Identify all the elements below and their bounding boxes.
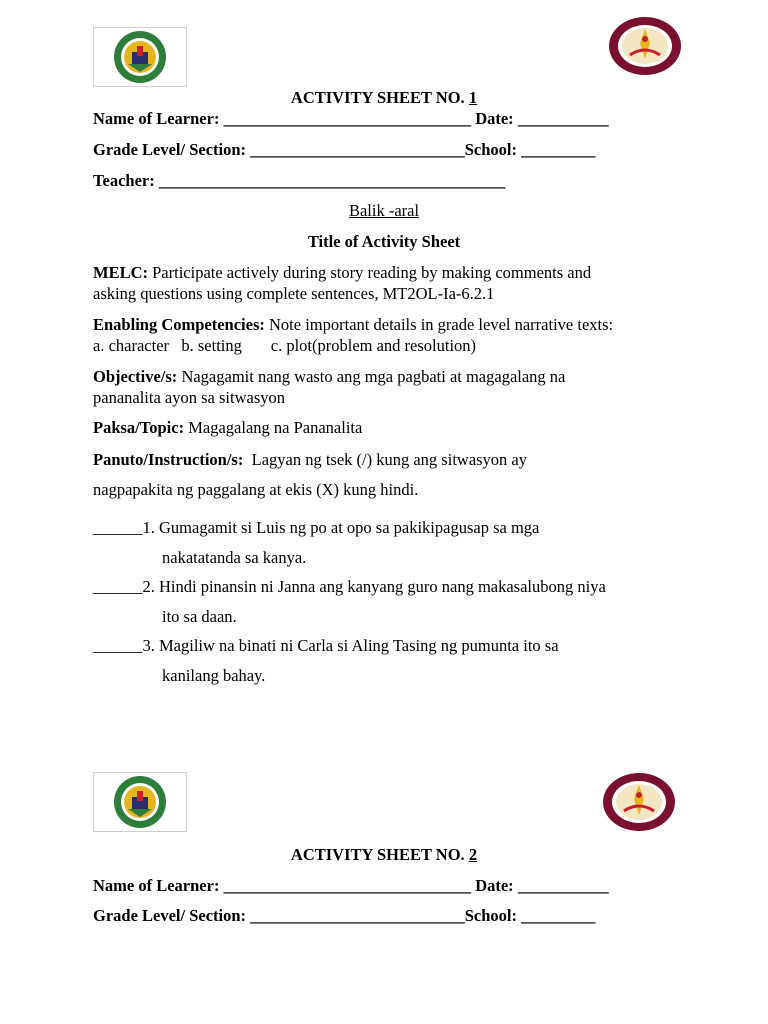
school-logo xyxy=(606,15,684,77)
sheet2-title xyxy=(0,845,768,865)
sheet1-teacher-row xyxy=(93,171,505,191)
item-continuation: ito sa daan. xyxy=(162,607,237,626)
date-label: Date: xyxy=(475,876,514,895)
school-blank[interactable]: _________ xyxy=(521,140,596,159)
list-item xyxy=(93,577,606,597)
sheet1-grade-row xyxy=(93,140,595,160)
sheet1-title xyxy=(0,88,768,108)
paksa-line xyxy=(93,418,362,438)
answer-blank[interactable]: ______ xyxy=(93,577,143,596)
melc-line-1 xyxy=(93,263,591,283)
grade-blank[interactable]: __________________________ xyxy=(250,140,465,159)
list-item xyxy=(93,518,539,538)
teacher-blank[interactable]: __________________________________________ xyxy=(158,171,506,190)
sheet2-grade-row xyxy=(93,906,595,926)
melc-text: Participate actively during story reading by making comments and xyxy=(148,263,592,282)
name-label: Name of Learner: xyxy=(93,109,220,128)
date-blank[interactable]: ___________ xyxy=(517,109,609,128)
date-label: Date: xyxy=(475,109,514,128)
sheet2-title-number: 2 xyxy=(468,845,478,864)
list-item xyxy=(93,636,559,656)
answer-blank[interactable]: ______ xyxy=(93,636,143,655)
objective-line-1 xyxy=(93,367,565,387)
item-continuation: nakatatanda sa kanya. xyxy=(162,548,307,567)
school-label: School: xyxy=(464,140,517,159)
activity-title-text: Title of Activity Sheet xyxy=(307,232,461,251)
melc-label: MELC: xyxy=(93,263,148,282)
sheet1-name-row xyxy=(93,109,609,129)
name-label: Name of Learner: xyxy=(93,876,220,895)
school-logo xyxy=(600,771,678,833)
item-text: 3. Magiliw na binati ni Carla si Aling Tasing ng pumunta ito sa xyxy=(142,636,559,655)
school-blank[interactable]: _________ xyxy=(521,906,596,925)
melc-line-2: asking questions using complete sentences, MT2OL-Ia-6.2.1 xyxy=(93,284,495,303)
enabling-label: Enabling Competencies: xyxy=(93,315,265,334)
enabling-text: Note important details in grade level narrative texts: xyxy=(264,315,614,334)
date-blank[interactable]: ___________ xyxy=(517,876,609,895)
sheet1-title-number: 1 xyxy=(468,88,478,107)
enabling-line-2: a. character b. setting c. plot(problem and resolution) xyxy=(93,336,477,355)
subtitle: Balik -aral xyxy=(348,201,420,220)
name-blank[interactable]: ______________________________ xyxy=(223,876,472,895)
teacher-label: Teacher: xyxy=(93,171,155,190)
panuto-text: Lagyan ng tsek (/) kung ang sitwasyon ay xyxy=(243,450,528,469)
panuto-label: Panuto/Instruction/s: xyxy=(93,450,244,469)
sheet2-name-row xyxy=(93,876,609,896)
division-seal-icon xyxy=(94,28,186,86)
division-logo xyxy=(93,772,187,832)
grade-blank[interactable]: __________________________ xyxy=(250,906,465,925)
school-seal-icon xyxy=(606,15,684,77)
sheet1-title-text: ACTIVITY SHEET NO. xyxy=(290,88,469,107)
item-continuation: kanilang bahay. xyxy=(162,666,266,685)
grade-label: Grade Level/ Section: xyxy=(93,140,247,159)
panuto-line-2: nagpapakita ng paggalang at ekis (X) kung hindi. xyxy=(93,480,419,499)
item-text: 1. Gumagamit si Luis ng po at opo sa pakikipagusap sa mga xyxy=(142,518,540,537)
grade-label: Grade Level/ Section: xyxy=(93,906,247,925)
objective-label: Objective/s: xyxy=(93,367,178,386)
paksa-text: Magagalang na Pananalita xyxy=(184,418,363,437)
name-blank[interactable]: ______________________________ xyxy=(223,109,472,128)
objective-text: Nagagamit nang wasto ang mga pagbati at magagalang na xyxy=(177,367,566,386)
item-text: 2. Hindi pinansin ni Janna ang kanyang guro nang makasalubong niya xyxy=(142,577,606,596)
division-seal-icon xyxy=(94,773,186,831)
panuto-line-1 xyxy=(93,450,527,470)
paksa-label: Paksa/Topic: xyxy=(93,418,185,437)
answer-blank[interactable]: ______ xyxy=(93,518,143,537)
activity-title xyxy=(0,232,768,252)
school-label: School: xyxy=(464,906,517,925)
division-logo xyxy=(93,27,187,87)
objective-line-2: pananalita ayon sa sitwasyon xyxy=(93,388,285,407)
school-seal-icon xyxy=(600,771,678,833)
enabling-line-1 xyxy=(93,315,613,335)
sheet2-title-text: ACTIVITY SHEET NO. xyxy=(290,845,469,864)
